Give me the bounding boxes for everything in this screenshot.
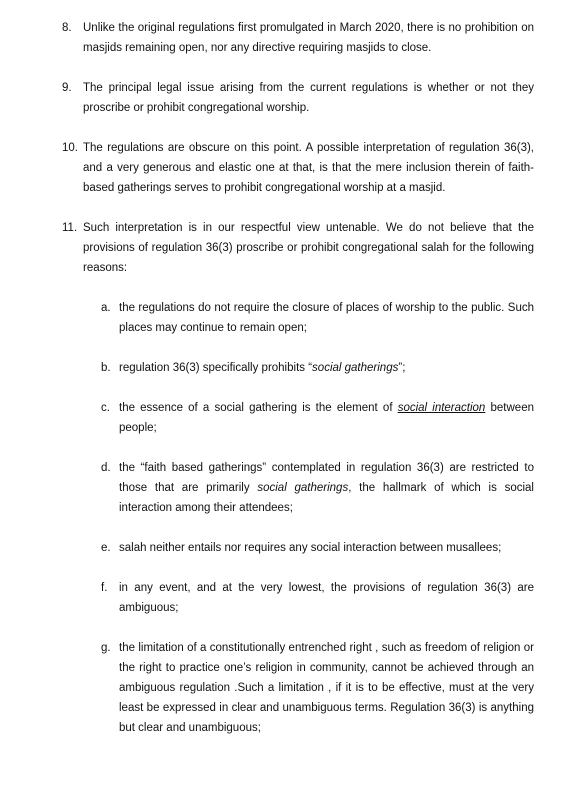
text-run: the “faith based gatherings” contemplated in regulation 36(3) are restricted to those that are primarily: [119, 462, 534, 494]
list-item-letter: b.: [101, 362, 111, 374]
emphasis-underlined-text: social interaction: [397, 402, 486, 414]
paragraph-number: 10.: [62, 142, 78, 154]
emphasis-text: social gatherings: [257, 482, 349, 494]
paragraph-text: The regulations are obscure on this point. A possible interpretation of regulation 36(3), and a very generous and elastic one at that, is that the mere inclusion therein of faith-based gatherings serves to prohibit congregational worship at a masjid.: [83, 142, 534, 194]
list-item-f: [101, 578, 534, 618]
list-item-text: [119, 358, 534, 378]
list-item-d: [101, 458, 534, 518]
paragraph-number: 9.: [62, 82, 72, 94]
list-item-letter: a.: [101, 302, 111, 314]
text-run: regulation 36(3) specifically prohibits “: [119, 362, 313, 374]
paragraph-text: Such interpretation is in our respectful view untenable. We do not believe that the provisions of regulation 36(3) proscribe or prohibit congregational salah for the following reasons:: [83, 222, 534, 274]
paragraph-number: 8.: [62, 22, 72, 34]
text-run: ”;: [398, 362, 406, 374]
list-item-letter: d.: [101, 462, 111, 474]
list-item-e: [101, 538, 534, 558]
text-run: the essence of a social gathering is the element of: [119, 402, 398, 414]
paragraph-9: [62, 78, 534, 118]
list-item-text: in any event, and at the very lowest, the provisions of regulation 36(3) are ambiguous;: [119, 582, 534, 614]
list-item-b: [101, 358, 534, 378]
paragraph-8: [62, 18, 534, 58]
list-item-letter: c.: [101, 402, 110, 414]
list-item-text: [119, 398, 534, 438]
list-item-text: the regulations do not require the closure of places of worship to the public. Such places may continue to remain open;: [119, 302, 534, 334]
text-run: between people;: [119, 402, 534, 434]
list-item-letter: e.: [101, 542, 111, 554]
list-item-letter: g.: [101, 642, 111, 654]
paragraph-number: 11.: [62, 222, 78, 234]
list-item-text: the limitation of a constitutionally entrenched right , such as freedom of religion or the right to practice one’s religion in community, cannot be achieved through an ambiguous regulation .Such a limitation , if it is to be effective, must at the very least be expressed in clear and unambiguous terms. Regulation 36(3) is anything but clear and unambiguous;: [119, 642, 534, 734]
list-item-letter: f.: [101, 582, 108, 594]
emphasis-text: social gatherings: [312, 362, 399, 374]
text-run: , the hallmark of which is social interaction among their attendees;: [119, 482, 534, 514]
list-item-text: salah neither entails nor requires any social interaction between musallees;: [119, 542, 502, 554]
list-item-text: [119, 458, 534, 518]
paragraph-text: Unlike the original regulations first promulgated in March 2020, there is no prohibition on masjids remaining open, nor any directive requiring masjids to close.: [83, 22, 534, 54]
list-item-a: [101, 298, 534, 338]
list-item-g: [101, 638, 534, 738]
paragraph-11: [62, 218, 534, 278]
paragraph-text: The principal legal issue arising from the current regulations is whether or not they proscribe or prohibit congregational worship.: [83, 82, 534, 114]
list-item-c: [101, 398, 534, 438]
paragraph-10: [62, 138, 534, 198]
